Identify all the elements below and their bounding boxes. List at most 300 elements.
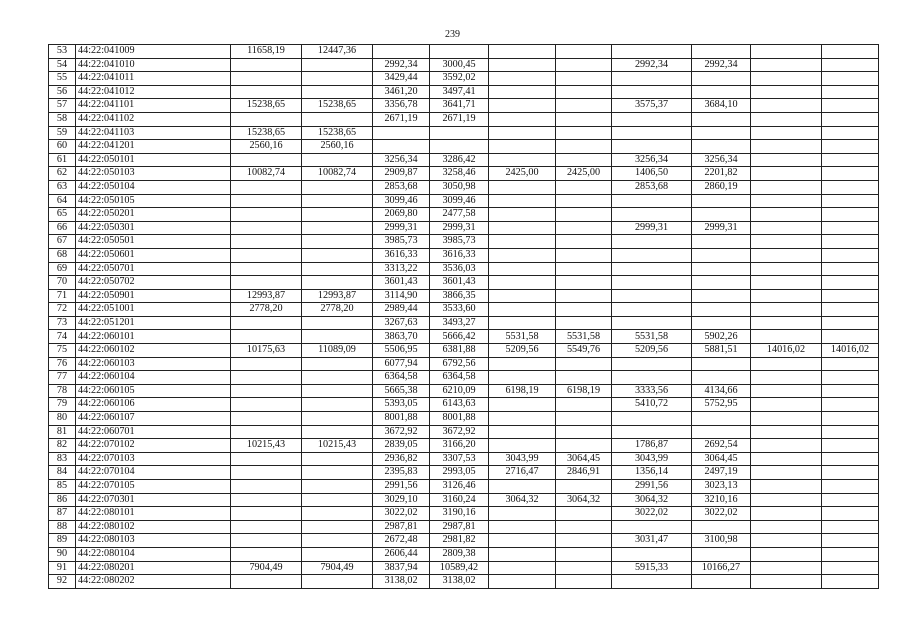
value-cell (822, 153, 879, 167)
value-cell (302, 316, 373, 330)
value-cell: 3064,32 (612, 493, 692, 507)
value-cell (302, 180, 373, 194)
value-cell: 2999,31 (373, 221, 430, 235)
value-cell: 2853,68 (373, 180, 430, 194)
value-cell (302, 534, 373, 548)
value-cell: 5666,42 (430, 330, 489, 344)
value-cell: 10215,43 (302, 439, 373, 453)
value-cell (612, 72, 692, 86)
value-cell: 2425,00 (489, 167, 556, 181)
table-row (49, 547, 879, 561)
value-cell (231, 547, 302, 561)
table-row (49, 289, 879, 303)
value-cell (692, 262, 751, 276)
table-row (49, 85, 879, 99)
value-cell (302, 262, 373, 276)
value-cell (612, 262, 692, 276)
value-cell (822, 167, 879, 181)
value-cell (822, 412, 879, 426)
value-cell (556, 153, 612, 167)
value-cell (489, 72, 556, 86)
value-cell: 3592,02 (430, 72, 489, 86)
value-cell (822, 45, 879, 59)
value-cell: 5531,58 (556, 330, 612, 344)
table-row (49, 221, 879, 235)
value-cell (302, 235, 373, 249)
cadastral-code-cell: 44:22:080101 (76, 507, 231, 521)
cadastral-code-cell: 44:22:041010 (76, 58, 231, 72)
value-cell (822, 58, 879, 72)
cadastral-code-cell: 44:22:070103 (76, 452, 231, 466)
value-cell: 3641,71 (430, 99, 489, 113)
table-row (49, 452, 879, 466)
value-cell: 5881,51 (692, 344, 751, 358)
value-cell: 3672,92 (430, 425, 489, 439)
value-cell (231, 85, 302, 99)
value-cell (822, 248, 879, 262)
table-row (49, 112, 879, 126)
value-cell (692, 371, 751, 385)
row-number-cell: 86 (49, 493, 76, 507)
cadastral-code-cell: 44:22:041102 (76, 112, 231, 126)
value-cell (692, 357, 751, 371)
cadastral-code-cell: 44:22:060105 (76, 384, 231, 398)
value-cell (489, 194, 556, 208)
value-cell (489, 357, 556, 371)
value-cell (751, 276, 822, 290)
value-cell: 3190,16 (430, 507, 489, 521)
value-cell (822, 452, 879, 466)
row-number-cell: 57 (49, 99, 76, 113)
cadastral-code-cell: 44:22:050104 (76, 180, 231, 194)
value-cell: 5665,38 (373, 384, 430, 398)
value-cell (612, 547, 692, 561)
value-cell (302, 493, 373, 507)
value-cell (556, 276, 612, 290)
value-cell: 3356,78 (373, 99, 430, 113)
value-cell: 12447,36 (302, 45, 373, 59)
value-cell (751, 72, 822, 86)
row-number-cell: 65 (49, 208, 76, 222)
value-cell (231, 398, 302, 412)
value-cell: 5902,26 (692, 330, 751, 344)
value-cell (822, 85, 879, 99)
value-cell: 3837,94 (373, 561, 430, 575)
value-cell (822, 140, 879, 154)
row-number-cell: 84 (49, 466, 76, 480)
value-cell (489, 480, 556, 494)
value-cell (489, 221, 556, 235)
row-number-cell: 67 (49, 235, 76, 249)
value-cell: 2069,80 (373, 208, 430, 222)
value-cell: 3286,42 (430, 153, 489, 167)
value-cell (489, 398, 556, 412)
value-cell (556, 221, 612, 235)
value-cell: 2671,19 (430, 112, 489, 126)
cadastral-code-cell: 44:22:041103 (76, 126, 231, 140)
value-cell (751, 507, 822, 521)
table-row (49, 412, 879, 426)
value-cell (612, 140, 692, 154)
row-number-cell: 62 (49, 167, 76, 181)
value-cell (489, 126, 556, 140)
value-cell: 2992,34 (373, 58, 430, 72)
value-cell: 2497,19 (692, 466, 751, 480)
value-cell: 3022,02 (612, 507, 692, 521)
value-cell: 3267,63 (373, 316, 430, 330)
table-row (49, 140, 879, 154)
cadastral-code-cell: 44:22:060101 (76, 330, 231, 344)
value-cell (692, 425, 751, 439)
value-cell (489, 99, 556, 113)
value-cell (556, 439, 612, 453)
value-cell (822, 371, 879, 385)
value-cell (556, 235, 612, 249)
value-cell: 2809,38 (430, 547, 489, 561)
value-cell (556, 45, 612, 59)
value-cell: 3461,20 (373, 85, 430, 99)
value-cell (751, 493, 822, 507)
cadastral-code-cell: 44:22:050101 (76, 153, 231, 167)
value-cell: 3043,99 (489, 452, 556, 466)
value-cell (489, 520, 556, 534)
value-cell: 5531,58 (489, 330, 556, 344)
row-number-cell: 69 (49, 262, 76, 276)
value-cell (231, 194, 302, 208)
table-row (49, 398, 879, 412)
value-cell (822, 507, 879, 521)
cadastral-code-cell: 44:22:060104 (76, 371, 231, 385)
cadastral-code-cell: 44:22:041012 (76, 85, 231, 99)
value-cell (612, 85, 692, 99)
value-cell (612, 357, 692, 371)
value-cell (751, 412, 822, 426)
table-row (49, 58, 879, 72)
cadastral-code-cell: 44:22:070105 (76, 480, 231, 494)
table-row (49, 248, 879, 262)
value-cell: 3256,34 (692, 153, 751, 167)
value-cell (489, 153, 556, 167)
value-cell: 3863,70 (373, 330, 430, 344)
value-cell: 2560,16 (302, 140, 373, 154)
value-cell (556, 371, 612, 385)
row-number-cell: 73 (49, 316, 76, 330)
value-cell (751, 45, 822, 59)
value-cell: 5506,95 (373, 344, 430, 358)
value-cell (231, 235, 302, 249)
value-cell: 1786,87 (612, 439, 692, 453)
value-cell: 5209,56 (489, 344, 556, 358)
value-cell: 3064,45 (556, 452, 612, 466)
value-cell: 3031,47 (612, 534, 692, 548)
value-cell (556, 208, 612, 222)
value-cell (692, 126, 751, 140)
cadastral-code-cell: 44:22:060102 (76, 344, 231, 358)
value-cell: 3601,43 (373, 276, 430, 290)
value-cell (822, 330, 879, 344)
value-cell (231, 466, 302, 480)
value-cell (489, 507, 556, 521)
value-cell (612, 194, 692, 208)
value-cell: 4134,66 (692, 384, 751, 398)
value-cell (751, 235, 822, 249)
value-cell: 2999,31 (612, 221, 692, 235)
value-cell: 5209,56 (612, 344, 692, 358)
value-cell (751, 466, 822, 480)
value-cell (302, 371, 373, 385)
value-cell (556, 398, 612, 412)
table-row (49, 208, 879, 222)
value-cell (556, 112, 612, 126)
value-cell (692, 72, 751, 86)
value-cell (489, 425, 556, 439)
value-cell (231, 248, 302, 262)
value-cell (692, 235, 751, 249)
cadastral-code-cell: 44:22:041009 (76, 45, 231, 59)
value-cell: 3126,46 (430, 480, 489, 494)
value-cell (302, 507, 373, 521)
value-cell (822, 575, 879, 589)
value-cell (751, 303, 822, 317)
row-number-cell: 61 (49, 153, 76, 167)
value-cell (302, 194, 373, 208)
value-cell (231, 371, 302, 385)
value-cell (612, 575, 692, 589)
value-cell: 3114,90 (373, 289, 430, 303)
value-cell (692, 112, 751, 126)
value-cell: 10082,74 (302, 167, 373, 181)
value-cell (692, 520, 751, 534)
value-cell (231, 221, 302, 235)
table-row (49, 126, 879, 140)
row-number-cell: 59 (49, 126, 76, 140)
table-row (49, 561, 879, 575)
value-cell (822, 126, 879, 140)
row-number-cell: 58 (49, 112, 76, 126)
value-cell (822, 439, 879, 453)
value-cell (302, 575, 373, 589)
value-cell: 2671,19 (373, 112, 430, 126)
value-cell (751, 561, 822, 575)
value-cell (489, 289, 556, 303)
value-cell (489, 85, 556, 99)
cadastral-code-cell: 44:22:050501 (76, 235, 231, 249)
value-cell (556, 85, 612, 99)
value-cell (822, 221, 879, 235)
value-cell: 2672,48 (373, 534, 430, 548)
value-cell (302, 452, 373, 466)
value-cell (489, 262, 556, 276)
value-cell: 10166,27 (692, 561, 751, 575)
value-cell (302, 58, 373, 72)
value-cell: 5752,95 (692, 398, 751, 412)
value-cell (751, 153, 822, 167)
value-cell (430, 45, 489, 59)
value-cell (231, 153, 302, 167)
value-cell: 12993,87 (302, 289, 373, 303)
value-cell: 3064,45 (692, 452, 751, 466)
value-cell (489, 303, 556, 317)
value-cell (751, 480, 822, 494)
value-cell (822, 180, 879, 194)
table-row (49, 330, 879, 344)
value-cell (692, 140, 751, 154)
value-cell: 2839,05 (373, 439, 430, 453)
value-cell (489, 316, 556, 330)
value-cell (231, 425, 302, 439)
value-cell (751, 520, 822, 534)
value-cell (231, 276, 302, 290)
cadastral-code-cell: 44:22:060106 (76, 398, 231, 412)
value-cell (302, 480, 373, 494)
value-cell: 3160,24 (430, 493, 489, 507)
value-cell (612, 303, 692, 317)
value-cell (822, 235, 879, 249)
value-cell (489, 575, 556, 589)
value-cell: 2999,31 (692, 221, 751, 235)
value-cell: 8001,88 (430, 412, 489, 426)
value-cell (751, 330, 822, 344)
value-cell (489, 561, 556, 575)
row-number-cell: 76 (49, 357, 76, 371)
table-row (49, 99, 879, 113)
cadastral-code-cell: 44:22:041011 (76, 72, 231, 86)
value-cell (751, 439, 822, 453)
value-cell (751, 425, 822, 439)
value-cell (556, 99, 612, 113)
value-cell (751, 140, 822, 154)
value-cell (302, 398, 373, 412)
row-number-cell: 77 (49, 371, 76, 385)
value-cell (373, 140, 430, 154)
value-cell (489, 235, 556, 249)
row-number-cell: 75 (49, 344, 76, 358)
value-cell (751, 289, 822, 303)
cadastral-code-cell: 44:22:050702 (76, 276, 231, 290)
value-cell (751, 575, 822, 589)
value-cell (692, 45, 751, 59)
value-cell (302, 357, 373, 371)
value-cell: 3064,32 (556, 493, 612, 507)
value-cell: 3616,33 (430, 248, 489, 262)
value-cell (692, 575, 751, 589)
value-cell: 11658,19 (231, 45, 302, 59)
value-cell (822, 303, 879, 317)
value-cell (822, 547, 879, 561)
value-cell: 3138,02 (373, 575, 430, 589)
value-cell (556, 180, 612, 194)
value-cell: 10175,63 (231, 344, 302, 358)
value-cell: 15238,65 (231, 126, 302, 140)
table-row (49, 316, 879, 330)
value-cell: 5410,72 (612, 398, 692, 412)
value-cell (231, 112, 302, 126)
value-cell (751, 262, 822, 276)
value-cell (612, 235, 692, 249)
value-cell (751, 534, 822, 548)
value-cell (692, 289, 751, 303)
value-cell (822, 357, 879, 371)
value-cell (556, 289, 612, 303)
value-cell: 14016,02 (751, 344, 822, 358)
value-cell (692, 303, 751, 317)
value-cell (556, 248, 612, 262)
row-number-cell: 80 (49, 412, 76, 426)
value-cell (751, 384, 822, 398)
value-cell (556, 480, 612, 494)
value-cell (489, 534, 556, 548)
value-cell: 3210,16 (692, 493, 751, 507)
value-cell (612, 208, 692, 222)
value-cell (556, 534, 612, 548)
value-cell: 6381,88 (430, 344, 489, 358)
value-cell (751, 180, 822, 194)
value-cell: 3022,02 (373, 507, 430, 521)
value-cell (231, 507, 302, 521)
value-cell (430, 140, 489, 154)
value-cell (430, 126, 489, 140)
table-row (49, 153, 879, 167)
value-cell (556, 425, 612, 439)
value-cell: 3166,20 (430, 439, 489, 453)
value-cell (822, 316, 879, 330)
value-cell: 7904,49 (231, 561, 302, 575)
value-cell: 2853,68 (612, 180, 692, 194)
value-cell (822, 384, 879, 398)
value-cell (231, 452, 302, 466)
value-cell: 2716,47 (489, 466, 556, 480)
value-cell: 3497,41 (430, 85, 489, 99)
value-cell (822, 72, 879, 86)
row-number-cell: 82 (49, 439, 76, 453)
cadastral-code-cell: 44:22:060107 (76, 412, 231, 426)
value-cell (612, 425, 692, 439)
value-cell: 6198,19 (489, 384, 556, 398)
table-row (49, 575, 879, 589)
value-cell (302, 412, 373, 426)
value-cell (231, 412, 302, 426)
value-cell: 6077,94 (373, 357, 430, 371)
cadastral-code-cell: 44:22:080201 (76, 561, 231, 575)
value-cell (822, 112, 879, 126)
value-cell (556, 575, 612, 589)
table-body (49, 45, 879, 589)
cadastral-code-cell: 44:22:050103 (76, 167, 231, 181)
table-row (49, 303, 879, 317)
value-cell (612, 276, 692, 290)
row-number-cell: 56 (49, 85, 76, 99)
value-cell (231, 520, 302, 534)
value-cell: 3672,92 (373, 425, 430, 439)
value-cell: 5393,05 (373, 398, 430, 412)
value-cell: 2860,19 (692, 180, 751, 194)
value-cell: 6364,58 (373, 371, 430, 385)
value-cell (556, 507, 612, 521)
value-cell (692, 316, 751, 330)
value-cell (612, 316, 692, 330)
value-cell: 1356,14 (612, 466, 692, 480)
row-number-cell: 85 (49, 480, 76, 494)
value-cell (751, 112, 822, 126)
value-cell (231, 384, 302, 398)
table-row (49, 167, 879, 181)
value-cell: 2692,54 (692, 439, 751, 453)
row-number-cell: 87 (49, 507, 76, 521)
page-number: 239 (445, 29, 460, 40)
value-cell (302, 153, 373, 167)
value-cell: 3023,13 (692, 480, 751, 494)
value-cell (751, 248, 822, 262)
